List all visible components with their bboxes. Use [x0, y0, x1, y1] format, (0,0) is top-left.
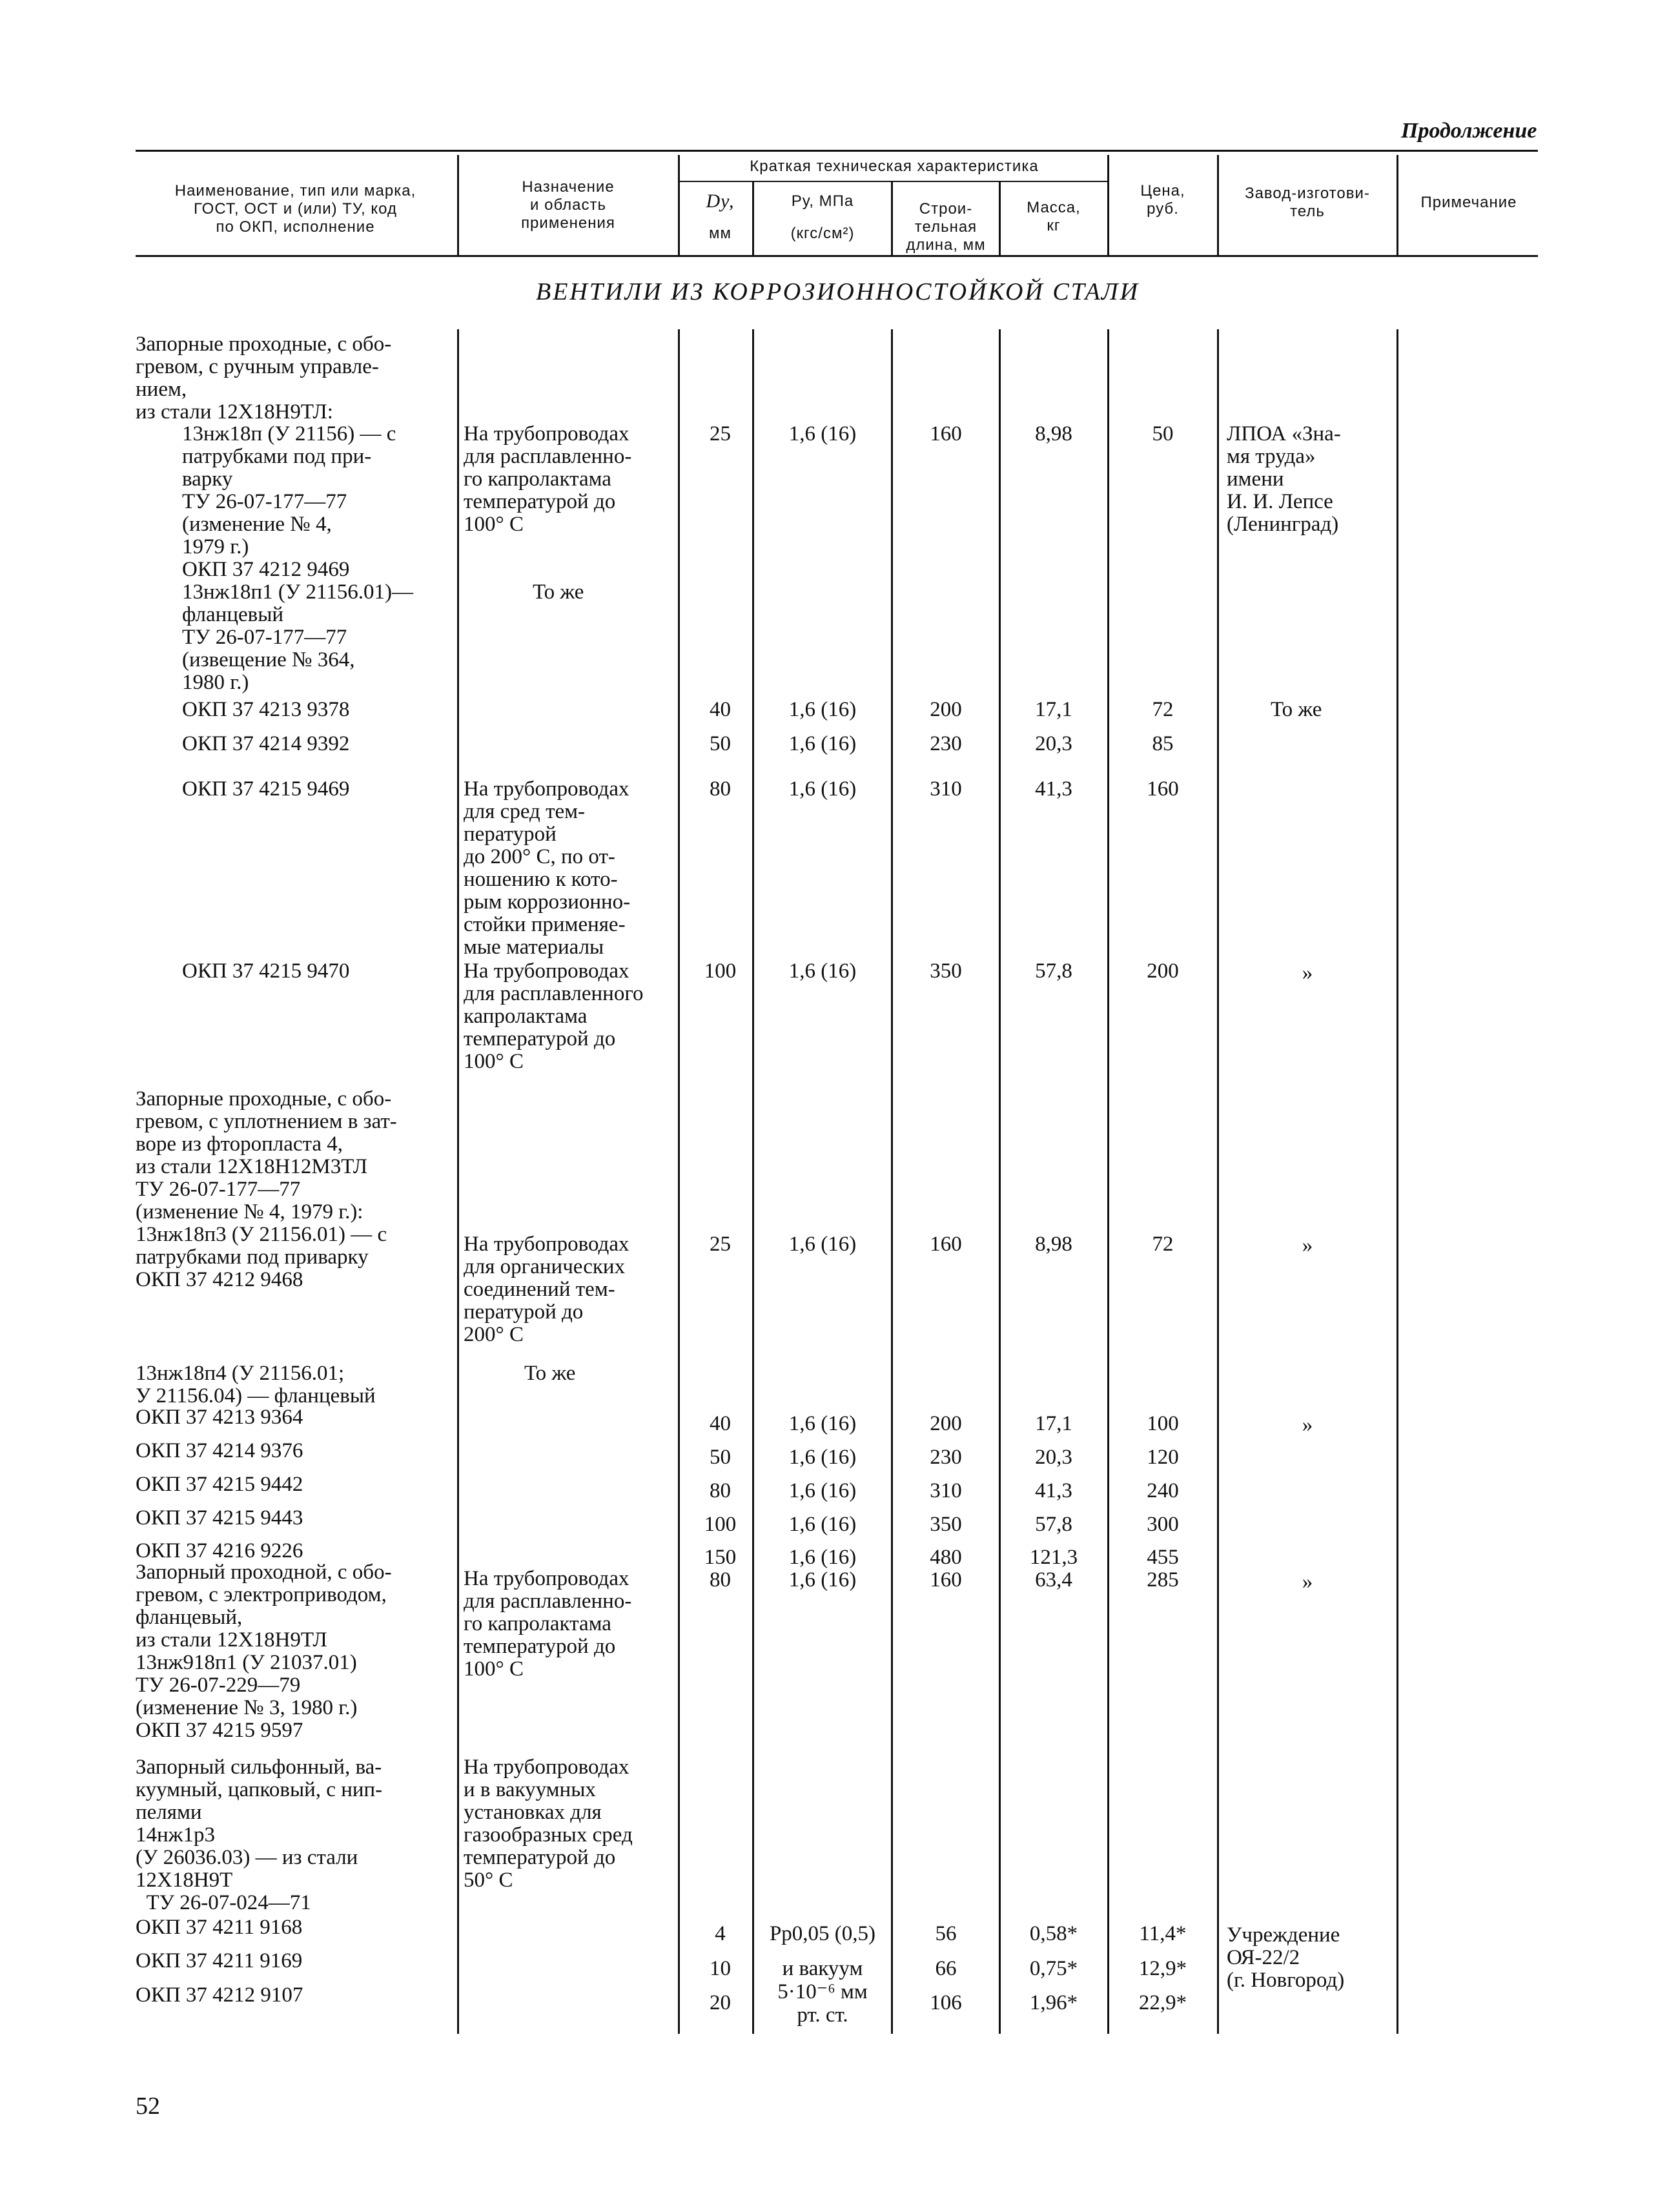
row-length: 160 — [930, 1233, 962, 1256]
row-mass: 17,1 — [1035, 1412, 1072, 1435]
row-py: 1,6 (16) — [788, 1479, 857, 1502]
row-dy: 50 — [710, 1446, 731, 1469]
col-divider — [678, 155, 680, 255]
row-length: 56 — [935, 1922, 957, 1945]
header-tech: Краткая техническая характеристика — [750, 158, 1039, 175]
block5-same: То же — [524, 1362, 576, 1385]
block6-purpose: На трубопроводах для расплавленно- го капролактама температурой до 100° С — [464, 1567, 632, 1681]
row-length: 200 — [930, 1412, 962, 1435]
row-price: 11,4* — [1139, 1922, 1187, 1945]
row-py: 1,6 (16) — [788, 698, 857, 721]
row-length: 200 — [930, 698, 962, 721]
block1-maker: ЛПОА «Зна- мя труда» имени И. И. Лепсе (Ленинград) — [1227, 422, 1341, 536]
header-top-rule — [136, 150, 1538, 152]
row-dy: 10 — [710, 1957, 731, 1980]
row-mass: 41,3 — [1035, 777, 1072, 801]
row-mass: 121,3 — [1029, 1546, 1078, 1569]
col-divider — [1217, 155, 1219, 255]
row-maker-ditto: » — [1302, 1570, 1313, 1593]
row-mass: 63,4 — [1035, 1568, 1072, 1592]
page-number: 52 — [136, 2093, 160, 2120]
row-mass: 57,8 — [1035, 1513, 1072, 1536]
block1-name: Запорные проходные, с обо- гревом, с ручным управле- нием, из стали 12Х18Н9ТЛ: — [136, 333, 392, 424]
row-dy: 25 — [710, 1233, 731, 1256]
row-length: 160 — [930, 1568, 962, 1592]
vacuum-pressure-1: Pр0,05 (0,5) — [769, 1922, 876, 1945]
row-py: 1,6 (16) — [788, 1568, 857, 1592]
header-note: Примечание — [1420, 194, 1517, 211]
row-dy: 25 — [710, 422, 731, 445]
header-bottom-rule — [136, 255, 1538, 257]
row-okp: ОКП 37 4214 9376 — [136, 1439, 303, 1462]
header-dy-symbol: Dу, — [706, 190, 735, 212]
row-length: 350 — [930, 1513, 962, 1536]
row-price: 22,9* — [1138, 1991, 1187, 2014]
row-okp: ОКП 37 4216 9226 — [136, 1539, 303, 1562]
header-length: Строи- тельная длина, мм — [906, 200, 986, 254]
row-length: 480 — [930, 1546, 962, 1569]
block6-name: Запорный проходной, с обо- гревом, с электроприводом, фланцевый, из стали 12Х18Н9ТЛ 13нж918п1 (У 21037.01) ТУ 26-07-229—79 (изменение № 3, 1980 г.) ОКП 37 4215 9597 — [136, 1561, 392, 1742]
row-price: 285 — [1147, 1568, 1179, 1592]
row-mass: 20,3 — [1035, 732, 1072, 755]
row-length: 310 — [930, 1479, 962, 1502]
row-length: 230 — [930, 732, 962, 755]
row-okp: ОКП 37 4211 9168 — [136, 1916, 303, 1939]
col-divider — [1107, 329, 1109, 2034]
header-price: Цена, руб. — [1140, 182, 1185, 218]
row-okp: ОКП 37 4214 9392 — [182, 732, 350, 755]
row-mass: 57,8 — [1035, 959, 1072, 983]
header-dy — [690, 192, 751, 212]
col-divider — [1217, 329, 1219, 2034]
row-dy: 80 — [710, 1568, 731, 1592]
block4-purpose: На трубопроводах для органических соединений тем- пературой до 200° С — [464, 1233, 629, 1346]
row-mass: 0,75* — [1029, 1957, 1078, 1980]
row-okp: ОКП 37 4211 9169 — [136, 1949, 303, 1972]
col-divider — [678, 329, 680, 2034]
col-divider — [1397, 329, 1398, 2034]
row-dy: 4 — [715, 1922, 726, 1945]
block1-same: То же — [533, 580, 584, 604]
row-dy: 80 — [710, 777, 731, 801]
header-name: Наименование, тип или марка, ГОСТ, ОСТ и (или) ТУ, код по ОКП, исполнение — [174, 182, 416, 236]
row-mass: 8,98 — [1035, 422, 1072, 445]
row-maker-ditto: » — [1302, 1234, 1313, 1257]
col-divider — [752, 182, 754, 255]
row-py: 1,6 (16) — [788, 1513, 857, 1536]
row-price: 72 — [1152, 1233, 1174, 1256]
row-py: 1,6 (16) — [788, 1412, 857, 1435]
row-price: 72 — [1152, 698, 1174, 721]
row-dy: 100 — [704, 1513, 737, 1536]
vacuum-pressure-2: и вакуум — [782, 1957, 863, 1980]
row-py: 1,6 (16) — [788, 1233, 857, 1256]
block7-purpose: На трубопроводах и в вакуумных установках для газообразных сред температурой до 50° С — [464, 1756, 633, 1892]
col-divider — [999, 182, 1001, 255]
row-price: 300 — [1147, 1513, 1179, 1536]
row-py: 1,6 (16) — [788, 959, 857, 983]
row-dy: 50 — [710, 732, 731, 755]
row-length: 310 — [930, 777, 962, 801]
col-divider — [1107, 155, 1109, 255]
row-length: 230 — [930, 1446, 962, 1469]
col-divider — [457, 155, 459, 255]
col-divider — [457, 329, 459, 2034]
header-purpose: Назначение и область применения — [521, 178, 615, 232]
row-price: 100 — [1147, 1412, 1179, 1435]
row-okp: ОКП 37 4215 9442 — [136, 1473, 303, 1496]
header-mass: Масса, кг — [1027, 199, 1081, 234]
row-mass: 1,96* — [1029, 1991, 1078, 2014]
col-divider — [891, 329, 893, 2034]
row-length: 160 — [930, 422, 962, 445]
row-dy: 80 — [710, 1479, 731, 1502]
row-py: 1,6 (16) — [788, 732, 857, 755]
row-okp: ОКП 37 4213 9378 — [182, 698, 350, 721]
header-dy-unit: мм — [709, 225, 732, 242]
row-py: 1,6 (16) — [788, 1546, 857, 1569]
col-divider — [752, 329, 754, 2034]
col-divider — [999, 329, 1001, 2034]
row-maker-same: То же — [1271, 698, 1322, 721]
block2-purpose: На трубопроводах для сред тем- пературой до 200° С, по от- ношению к кото- рым коррозионно- стойки применяе- мые материалы — [464, 777, 631, 959]
row-price: 200 — [1147, 959, 1179, 983]
row-okp: ОКП 37 4212 9107 — [136, 1983, 303, 2007]
row-length: 106 — [930, 1991, 962, 2014]
row-price: 85 — [1152, 732, 1174, 755]
row-okp: ОКП 37 4215 9469 — [182, 777, 350, 801]
row-mass: 8,98 — [1035, 1233, 1072, 1256]
tech-subheader-rule — [678, 181, 1109, 182]
row-dy: 100 — [704, 959, 737, 983]
block1-purpose: На трубопроводах для расплавленно- го капролактама температурой до 100° С — [464, 422, 632, 536]
row-py: 1,6 (16) — [788, 777, 857, 801]
row-price: 12,9* — [1138, 1957, 1187, 1980]
vacuum-pressure-3: 5·10⁻⁶ мм — [777, 1980, 868, 2003]
row-py: 1,6 (16) — [788, 422, 857, 445]
continuation-label: Продолжение — [1401, 119, 1537, 143]
section-title: ВЕНТИЛИ ИЗ КОРРОЗИОННОСТОЙКОЙ СТАЛИ — [536, 278, 1140, 305]
row-okp: ОКП 37 4215 9443 — [136, 1506, 303, 1530]
row-mass: 20,3 — [1035, 1446, 1072, 1469]
row-dy: 20 — [710, 1991, 731, 2014]
block7-maker: Учреждение ОЯ-22/2 (г. Новгород) — [1227, 1923, 1345, 1992]
row-py: 1,6 (16) — [788, 1446, 857, 1469]
row-dy: 150 — [704, 1546, 737, 1569]
header-py: Pу, МПа — [791, 192, 854, 210]
row-dy: 40 — [710, 698, 731, 721]
header-py-unit: (кгс/см²) — [790, 225, 855, 242]
row-length: 66 — [935, 1957, 957, 1980]
block3-purpose: На трубопроводах для расплавленного капролактама температурой до 100° С — [464, 959, 644, 1073]
row-price: 455 — [1147, 1546, 1179, 1569]
block4-name: Запорные проходные, с обо- гревом, с уплотнением в зат- воре из фторопласта 4, из стали 12Х18Н12М3ТЛ ТУ 26-07-177—77 (изменение № 4, 1979 г.): 13нж18п3 (У 21156.01) — с патрубками под приварку ОКП 37 4212 9468 — [136, 1087, 397, 1291]
block7-name: Запорный сильфонный, ва- куумный, цапковый, с нип- пелями 14нж1р3 (У 26036.03) — из стали 12Х18Н9Т ТУ 26-07-024—71 — [136, 1756, 383, 1914]
col-divider — [891, 182, 893, 255]
row-price: 160 — [1147, 777, 1179, 801]
row-maker-ditto: » — [1302, 1413, 1313, 1437]
vacuum-pressure-4: рт. ст. — [797, 2003, 848, 2027]
row-mass: 41,3 — [1035, 1479, 1072, 1502]
row-okp: ОКП 37 4213 9364 — [136, 1406, 303, 1429]
row-okp: ОКП 37 4215 9470 — [182, 959, 350, 983]
col-divider — [1397, 155, 1398, 255]
row-price: 240 — [1147, 1479, 1179, 1502]
block1-item: 13нж18п (У 21156) — с патрубками под при- варку ТУ 26-07-177—77 (изменение № 4, 1979 г.) ОКП 37 4212 9469 13нж18п1 (У 21156.01)— фланцевый ТУ 26-07-177—77 (извещение № 364, 1980 г.) — [182, 422, 413, 694]
row-maker-ditto: » — [1302, 961, 1313, 985]
row-mass: 0,58* — [1029, 1922, 1078, 1945]
row-dy: 40 — [710, 1412, 731, 1435]
row-price: 120 — [1147, 1446, 1179, 1469]
block5-name: 13нж18п4 (У 21156.01; У 21156.04) — фланцевый — [136, 1362, 376, 1408]
row-length: 350 — [930, 959, 962, 983]
header-maker: Завод-изготови- тель — [1245, 185, 1370, 220]
row-price: 50 — [1152, 422, 1174, 445]
row-mass: 17,1 — [1035, 698, 1072, 721]
